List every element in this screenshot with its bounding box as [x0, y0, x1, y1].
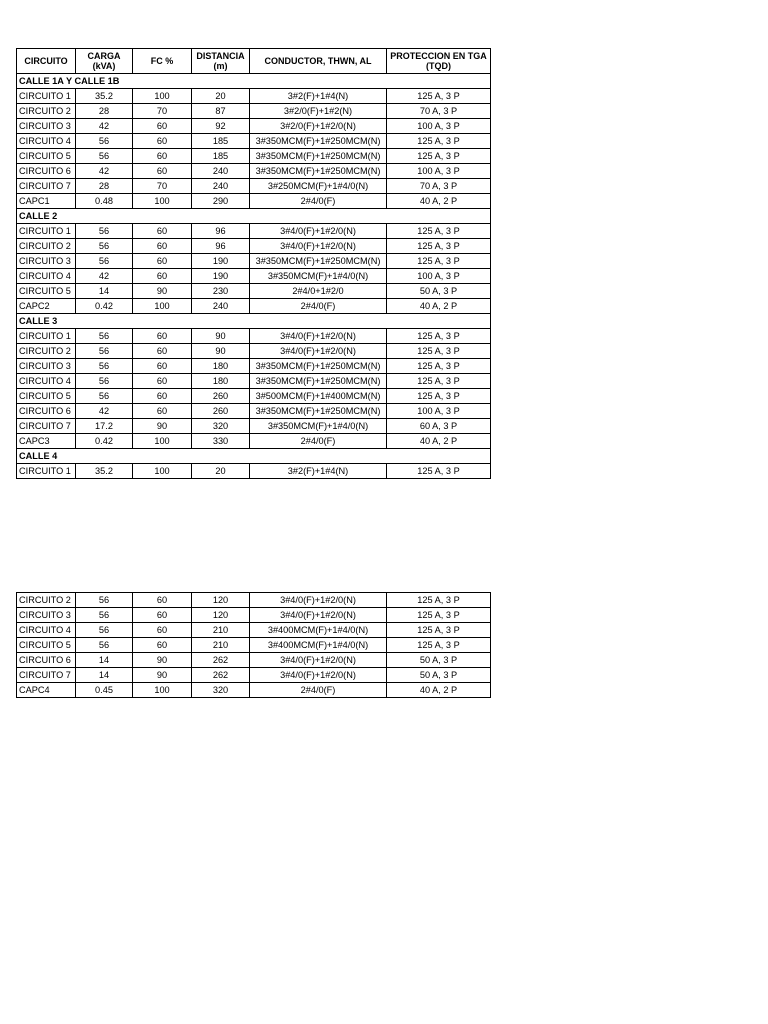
cell-proteccion: 100 A, 3 P [387, 404, 491, 419]
cell-distancia: 290 [192, 194, 250, 209]
cell-proteccion: 100 A, 3 P [387, 164, 491, 179]
cell-fc: 60 [133, 359, 192, 374]
cell-conductor: 3#400MCM(F)+1#4/0(N) [250, 638, 387, 653]
cell-conductor: 3#350MCM(F)+1#250MCM(N) [250, 254, 387, 269]
cell-circuito: CAPC3 [17, 434, 76, 449]
cell-proteccion: 125 A, 3 P [387, 638, 491, 653]
cell-conductor: 3#350MCM(F)+1#250MCM(N) [250, 359, 387, 374]
cell-carga: 56 [76, 344, 133, 359]
cell-fc: 60 [133, 608, 192, 623]
cell-fc: 90 [133, 668, 192, 683]
cell-distancia: 90 [192, 329, 250, 344]
header-conductor: CONDUCTOR, THWN, AL [250, 49, 387, 74]
cell-fc: 60 [133, 389, 192, 404]
cell-circuito: CIRCUITO 3 [17, 608, 76, 623]
cell-circuito: CAPC2 [17, 299, 76, 314]
table-row [17, 593, 491, 608]
cell-fc: 60 [133, 269, 192, 284]
cell-proteccion: 125 A, 3 P [387, 374, 491, 389]
cell-distancia: 87 [192, 104, 250, 119]
section-title: CALLE 3 [17, 314, 491, 329]
cell-fc: 60 [133, 404, 192, 419]
cell-distancia: 180 [192, 359, 250, 374]
cell-carga: 56 [76, 389, 133, 404]
cell-circuito: CIRCUITO 3 [17, 359, 76, 374]
cell-fc: 60 [133, 638, 192, 653]
cell-conductor: 3#4/0(F)+1#2/0(N) [250, 344, 387, 359]
cell-carga: 14 [76, 284, 133, 299]
cell-circuito: CIRCUITO 2 [17, 344, 76, 359]
cell-carga: 28 [76, 179, 133, 194]
cell-proteccion: 40 A, 2 P [387, 299, 491, 314]
table-row [17, 389, 491, 404]
table-row [17, 119, 491, 134]
cell-circuito: CIRCUITO 6 [17, 164, 76, 179]
cell-conductor: 3#4/0(F)+1#2/0(N) [250, 239, 387, 254]
cell-circuito: CIRCUITO 1 [17, 464, 76, 479]
table-row [17, 374, 491, 389]
cell-carga: 42 [76, 404, 133, 419]
cell-distancia: 20 [192, 89, 250, 104]
cell-circuito: CIRCUITO 4 [17, 269, 76, 284]
cell-proteccion: 40 A, 2 P [387, 683, 491, 698]
cell-carga: 42 [76, 119, 133, 134]
cell-fc: 60 [133, 119, 192, 134]
cell-circuito: CIRCUITO 1 [17, 89, 76, 104]
cell-proteccion: 40 A, 2 P [387, 434, 491, 449]
cell-fc: 100 [133, 434, 192, 449]
cell-conductor: 3#350MCM(F)+1#250MCM(N) [250, 149, 387, 164]
table-row [17, 269, 491, 284]
table-row [17, 404, 491, 419]
cell-conductor: 2#4/0(F) [250, 194, 387, 209]
cell-fc: 100 [133, 89, 192, 104]
cell-proteccion: 50 A, 3 P [387, 284, 491, 299]
cell-distancia: 240 [192, 179, 250, 194]
cell-circuito: CIRCUITO 4 [17, 623, 76, 638]
cell-distancia: 330 [192, 434, 250, 449]
cell-fc: 100 [133, 299, 192, 314]
cell-conductor: 3#2(F)+1#4(N) [250, 89, 387, 104]
cell-carga: 56 [76, 239, 133, 254]
cell-conductor: 3#4/0(F)+1#2/0(N) [250, 593, 387, 608]
cell-distancia: 260 [192, 404, 250, 419]
cell-carga: 35.2 [76, 89, 133, 104]
cell-conductor: 3#4/0(F)+1#2/0(N) [250, 224, 387, 239]
cell-carga: 0.48 [76, 194, 133, 209]
cell-conductor: 3#2(F)+1#4(N) [250, 464, 387, 479]
table-row [17, 164, 491, 179]
cell-conductor: 3#2/0(F)+1#2/0(N) [250, 119, 387, 134]
cell-circuito: CIRCUITO 6 [17, 653, 76, 668]
cell-conductor: 2#4/0(F) [250, 683, 387, 698]
cell-fc: 60 [133, 593, 192, 608]
cell-circuito: CIRCUITO 3 [17, 119, 76, 134]
table-row [17, 149, 491, 164]
cell-proteccion: 125 A, 3 P [387, 89, 491, 104]
cell-proteccion: 70 A, 3 P [387, 104, 491, 119]
table-row [17, 104, 491, 119]
table-row [17, 668, 491, 683]
cell-conductor: 3#500MCM(F)+1#400MCM(N) [250, 389, 387, 404]
cell-fc: 90 [133, 284, 192, 299]
cell-circuito: CIRCUITO 7 [17, 668, 76, 683]
cell-distancia: 240 [192, 299, 250, 314]
table-row [17, 608, 491, 623]
cell-circuito: CIRCUITO 7 [17, 419, 76, 434]
cell-conductor: 2#4/0+1#2/0 [250, 284, 387, 299]
table-row [17, 284, 491, 299]
cell-conductor: 3#350MCM(F)+1#250MCM(N) [250, 404, 387, 419]
cell-carga: 0.42 [76, 434, 133, 449]
cell-circuito: CIRCUITO 5 [17, 638, 76, 653]
cell-circuito: CIRCUITO 4 [17, 134, 76, 149]
cell-proteccion: 100 A, 3 P [387, 269, 491, 284]
cell-proteccion: 125 A, 3 P [387, 329, 491, 344]
table-row [17, 329, 491, 344]
cell-fc: 60 [133, 239, 192, 254]
cell-circuito: CIRCUITO 1 [17, 329, 76, 344]
cell-carga: 56 [76, 638, 133, 653]
cell-conductor: 3#350MCM(F)+1#4/0(N) [250, 269, 387, 284]
cell-carga: 56 [76, 254, 133, 269]
cell-circuito: CIRCUITO 7 [17, 179, 76, 194]
cell-proteccion: 50 A, 3 P [387, 653, 491, 668]
cell-proteccion: 125 A, 3 P [387, 344, 491, 359]
table-row [17, 419, 491, 434]
section-header-row [17, 209, 491, 224]
cell-circuito: CIRCUITO 5 [17, 284, 76, 299]
section-title: CALLE 4 [17, 449, 491, 464]
cell-circuito: CIRCUITO 5 [17, 149, 76, 164]
header-circuito: CIRCUITO [17, 49, 76, 74]
cell-conductor: 3#350MCM(F)+1#250MCM(N) [250, 164, 387, 179]
cell-carga: 35.2 [76, 464, 133, 479]
cell-fc: 60 [133, 254, 192, 269]
header-carga: CARGA (kVA) [76, 49, 133, 74]
cell-conductor: 3#350MCM(F)+1#250MCM(N) [250, 374, 387, 389]
cell-distancia: 210 [192, 623, 250, 638]
cell-carga: 42 [76, 269, 133, 284]
cell-fc: 90 [133, 419, 192, 434]
cell-distancia: 20 [192, 464, 250, 479]
table-row [17, 89, 491, 104]
cell-proteccion: 125 A, 3 P [387, 239, 491, 254]
table-row [17, 653, 491, 668]
cell-conductor: 3#4/0(F)+1#2/0(N) [250, 329, 387, 344]
cell-circuito: CIRCUITO 6 [17, 404, 76, 419]
cell-conductor: 3#2/0(F)+1#2(N) [250, 104, 387, 119]
cell-carga: 56 [76, 374, 133, 389]
cell-proteccion: 50 A, 3 P [387, 668, 491, 683]
table-row [17, 359, 491, 374]
cell-conductor: 3#250MCM(F)+1#4/0(N) [250, 179, 387, 194]
header-fc: FC % [133, 49, 192, 74]
cell-circuito: CIRCUITO 2 [17, 593, 76, 608]
cell-distancia: 230 [192, 284, 250, 299]
table-row [17, 224, 491, 239]
header-proteccion: PROTECCION EN TGA (TQD) [387, 49, 491, 74]
cell-carga: 28 [76, 104, 133, 119]
header-distancia: DISTANCIA (m) [192, 49, 250, 74]
cell-circuito: CIRCUITO 3 [17, 254, 76, 269]
circuit-table-top [16, 48, 491, 479]
cell-conductor: 3#4/0(F)+1#2/0(N) [250, 653, 387, 668]
cell-conductor: 3#350MCM(F)+1#4/0(N) [250, 419, 387, 434]
cell-distancia: 180 [192, 374, 250, 389]
cell-fc: 70 [133, 104, 192, 119]
table-body-bottom [17, 593, 491, 698]
cell-proteccion: 100 A, 3 P [387, 119, 491, 134]
table-row [17, 179, 491, 194]
table-row [17, 194, 491, 209]
circuit-table-bottom [16, 592, 491, 698]
cell-carga: 14 [76, 653, 133, 668]
cell-fc: 60 [133, 623, 192, 638]
cell-carga: 17.2 [76, 419, 133, 434]
cell-distancia: 320 [192, 419, 250, 434]
table-row [17, 239, 491, 254]
cell-carga: 56 [76, 224, 133, 239]
table-row [17, 464, 491, 479]
cell-fc: 60 [133, 149, 192, 164]
cell-proteccion: 70 A, 3 P [387, 179, 491, 194]
cell-proteccion: 125 A, 3 P [387, 359, 491, 374]
cell-fc: 100 [133, 194, 192, 209]
cell-distancia: 262 [192, 668, 250, 683]
cell-proteccion: 125 A, 3 P [387, 254, 491, 269]
cell-carga: 56 [76, 149, 133, 164]
cell-fc: 100 [133, 683, 192, 698]
cell-distancia: 96 [192, 224, 250, 239]
cell-circuito: CAPC4 [17, 683, 76, 698]
cell-conductor: 3#4/0(F)+1#2/0(N) [250, 668, 387, 683]
cell-conductor: 2#4/0(F) [250, 299, 387, 314]
cell-carga: 42 [76, 164, 133, 179]
table-row [17, 434, 491, 449]
section-header-row [17, 449, 491, 464]
cell-distancia: 320 [192, 683, 250, 698]
cell-carga: 56 [76, 359, 133, 374]
table-row [17, 638, 491, 653]
cell-proteccion: 125 A, 3 P [387, 134, 491, 149]
cell-circuito: CIRCUITO 2 [17, 239, 76, 254]
cell-proteccion: 40 A, 2 P [387, 194, 491, 209]
cell-proteccion: 125 A, 3 P [387, 389, 491, 404]
cell-conductor: 2#4/0(F) [250, 434, 387, 449]
cell-fc: 60 [133, 344, 192, 359]
table-row [17, 623, 491, 638]
table-row [17, 344, 491, 359]
table-body-top [17, 74, 491, 479]
table-row [17, 134, 491, 149]
cell-distancia: 190 [192, 269, 250, 284]
cell-circuito: CIRCUITO 2 [17, 104, 76, 119]
cell-carga: 56 [76, 593, 133, 608]
section-header-row [17, 74, 491, 89]
cell-fc: 90 [133, 653, 192, 668]
cell-distancia: 90 [192, 344, 250, 359]
cell-distancia: 120 [192, 593, 250, 608]
cell-proteccion: 125 A, 3 P [387, 608, 491, 623]
cell-distancia: 185 [192, 134, 250, 149]
cell-distancia: 190 [192, 254, 250, 269]
cell-carga: 0.42 [76, 299, 133, 314]
cell-distancia: 260 [192, 389, 250, 404]
cell-fc: 100 [133, 464, 192, 479]
cell-conductor: 3#350MCM(F)+1#250MCM(N) [250, 134, 387, 149]
table-row [17, 299, 491, 314]
cell-fc: 70 [133, 179, 192, 194]
cell-fc: 60 [133, 329, 192, 344]
cell-proteccion: 125 A, 3 P [387, 149, 491, 164]
cell-conductor: 3#4/0(F)+1#2/0(N) [250, 608, 387, 623]
cell-fc: 60 [133, 164, 192, 179]
section-title: CALLE 1A Y CALLE 1B [17, 74, 491, 89]
cell-circuito: CIRCUITO 1 [17, 224, 76, 239]
cell-distancia: 210 [192, 638, 250, 653]
cell-proteccion: 125 A, 3 P [387, 593, 491, 608]
table-row [17, 683, 491, 698]
cell-proteccion: 60 A, 3 P [387, 419, 491, 434]
cell-carga: 0.45 [76, 683, 133, 698]
cell-proteccion: 125 A, 3 P [387, 224, 491, 239]
cell-distancia: 120 [192, 608, 250, 623]
table-row [17, 254, 491, 269]
cell-carga: 56 [76, 134, 133, 149]
section-title: CALLE 2 [17, 209, 491, 224]
section-header-row [17, 314, 491, 329]
cell-conductor: 3#400MCM(F)+1#4/0(N) [250, 623, 387, 638]
cell-fc: 60 [133, 374, 192, 389]
cell-carga: 56 [76, 329, 133, 344]
cell-carga: 56 [76, 608, 133, 623]
cell-carga: 56 [76, 623, 133, 638]
cell-distancia: 262 [192, 653, 250, 668]
cell-circuito: CIRCUITO 5 [17, 389, 76, 404]
table-header-row [17, 49, 491, 74]
cell-proteccion: 125 A, 3 P [387, 464, 491, 479]
cell-distancia: 240 [192, 164, 250, 179]
cell-distancia: 185 [192, 149, 250, 164]
cell-fc: 60 [133, 134, 192, 149]
cell-distancia: 92 [192, 119, 250, 134]
cell-circuito: CAPC1 [17, 194, 76, 209]
cell-proteccion: 125 A, 3 P [387, 623, 491, 638]
cell-carga: 14 [76, 668, 133, 683]
cell-fc: 60 [133, 224, 192, 239]
cell-distancia: 96 [192, 239, 250, 254]
cell-circuito: CIRCUITO 4 [17, 374, 76, 389]
